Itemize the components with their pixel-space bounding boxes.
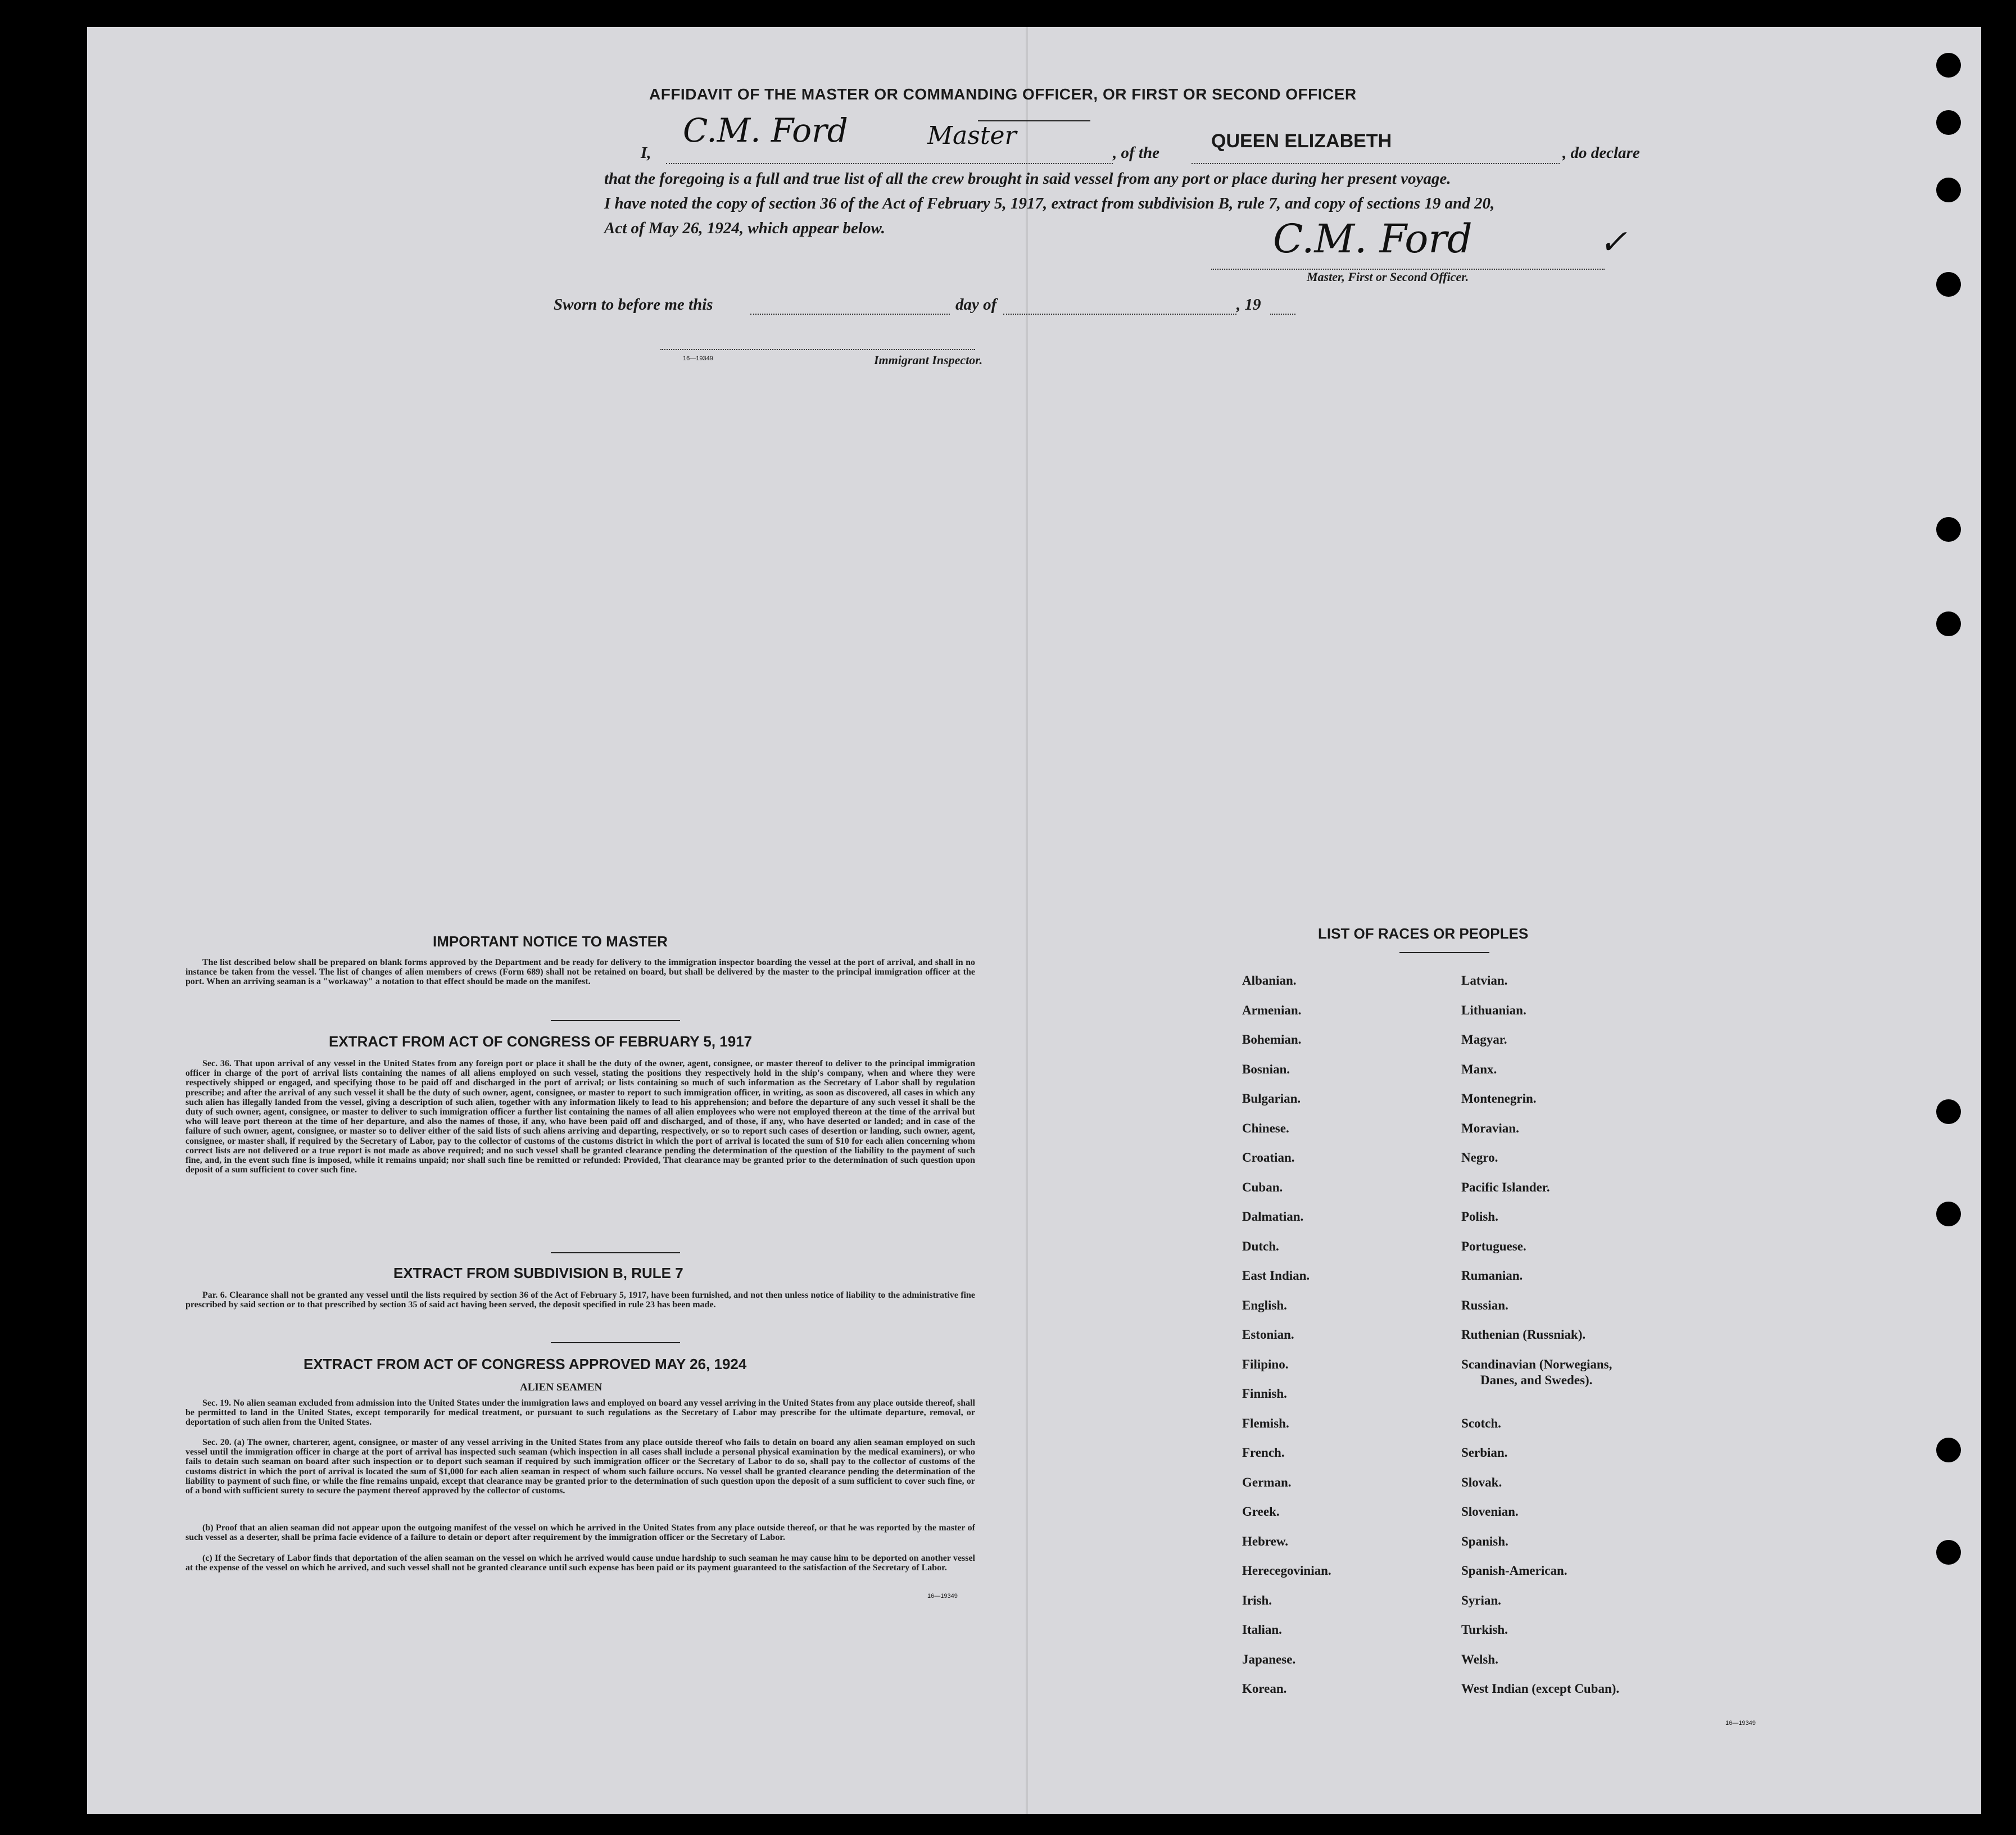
sec20b-body: (b) Proof that an alien seaman did not appear upon the outgoing manifest of the vessel on which he arrived in the United States from any place outside thereof, or that he was reported by the master of such vessel as a deserter, shall be prima facie evidence of a failure to detain or deport after requirement by the immigration officer or the Secretary of Labor. xyxy=(185,1523,975,1543)
race-item: Bosnian. xyxy=(1242,1062,1290,1076)
race-item: Scandinavian (Norwegians, xyxy=(1461,1357,1612,1371)
check-mark-icon: ✓ xyxy=(1599,223,1628,262)
race-item: Spanish. xyxy=(1461,1534,1508,1548)
sworn-month-line xyxy=(1003,314,1236,315)
rule7-rule xyxy=(551,1342,680,1343)
race-item: French. xyxy=(1242,1446,1285,1460)
ship-name: QUEEN ELIZABETH xyxy=(1211,130,1392,152)
notice-heading: IMPORTANT NOTICE TO MASTER xyxy=(433,933,668,950)
race-item: Herecegovinian. xyxy=(1242,1564,1331,1578)
race-item: Cuban. xyxy=(1242,1180,1283,1194)
extract-1917-heading: EXTRACT FROM ACT OF CONGRESS OF FEBRUARY 5, 1917 xyxy=(329,1033,753,1050)
punch-hole xyxy=(1936,272,1961,297)
race-item: Slovenian. xyxy=(1461,1505,1519,1519)
inspector-signature-line xyxy=(660,349,975,350)
race-item: Portuguese. xyxy=(1461,1239,1526,1253)
race-item: Latvian. xyxy=(1461,973,1508,987)
punch-hole xyxy=(1936,178,1961,202)
race-item: Rumanian. xyxy=(1461,1268,1523,1283)
affidavit-do-declare: , do declare xyxy=(1562,144,1640,162)
races-right-column xyxy=(1461,973,1619,1711)
race-item: Albanian. xyxy=(1242,973,1297,987)
sworn-label: Sworn to before me this xyxy=(554,296,713,314)
race-item: English. xyxy=(1242,1298,1287,1312)
extract-1924-heading: EXTRACT FROM ACT OF CONGRESS APPROVED MAY 26, 1924 xyxy=(303,1356,747,1372)
race-item: Syrian. xyxy=(1461,1593,1501,1607)
race-item: Magyar. xyxy=(1461,1032,1507,1046)
punch-hole xyxy=(1936,1540,1961,1565)
race-item: Negro. xyxy=(1461,1150,1498,1165)
race-item: Dalmatian. xyxy=(1242,1209,1304,1224)
notice-body: The list described below shall be prepared on blank forms approved by the Department and be ready for delivery to the immigration inspector boarding the vessel at the port of arrival, and shall in no instance be taken from the vessel. The list of changes of alien members of crews (Form 689) shall not be retained on board, but shall be delivered by the master to the principal immigration officer at the port. When an arriving seaman is a "workaway" a notation to that effect should be made on the manifest. xyxy=(185,958,975,987)
affidavit-line-4: Act of May 26, 1924, which appear below. xyxy=(604,219,885,237)
race-item: Moravian. xyxy=(1461,1121,1519,1135)
race-item: Slovak. xyxy=(1461,1475,1502,1489)
page-fold xyxy=(1026,27,1028,1814)
race-item: Scotch. xyxy=(1461,1416,1501,1430)
affidavit-line-2: that the foregoing is a full and true list of all the crew brought in said vessel from any port or place during her present voyage. xyxy=(604,170,1451,188)
alien-seamen-subheading: ALIEN SEAMEN xyxy=(520,1381,602,1393)
day-of-label: day of xyxy=(955,296,997,314)
races-heading: LIST OF RACES OR PEOPLES xyxy=(1318,925,1529,942)
handwritten-title-signature: Master xyxy=(927,121,1017,150)
race-item: Serbian. xyxy=(1461,1446,1508,1460)
year-prefix: , 19 xyxy=(1236,296,1261,314)
punch-hole xyxy=(1936,110,1961,135)
affidavit-i-prefix: I, xyxy=(641,144,651,162)
race-item: Croatian. xyxy=(1242,1150,1295,1165)
race-item: Hebrew. xyxy=(1242,1534,1288,1548)
punch-hole xyxy=(1936,53,1961,78)
extract-1917-rule xyxy=(551,1252,680,1253)
punch-hole xyxy=(1936,1202,1961,1226)
inspector-label: Immigrant Inspector. xyxy=(874,353,983,367)
sworn-year-line xyxy=(1270,314,1295,315)
extract-1924-form-number: 16—19349 xyxy=(927,1593,958,1600)
punch-hole xyxy=(1936,517,1961,542)
sec20a-body: Sec. 20. (a) The owner, charterer, agent, consignee, or master of any vessel arriving in the United States from any place outside thereof who fails to detain on board any alien seaman employed on such vessel until the immigration officer in charge at the port of arrival has inspected such seaman (which inspection in all cases shall include a personal physical examination by the medical examiners), or who fails to detain such seaman on board after such inspection or to deport such seaman if required by such immigration officer or the Secretary of Labor to do so, shall pay to the collector of customs of the customs district in which the port of arrival is located the sum of $1,000 for each alien seaman in respect of whom such failure occurs. No vessel shall be granted clearance pending the determination of the liability to payment of such fine, or while the fine remains unpaid, except that clearance may be granted prior to the determination of such question upon the deposit of a sum sufficient to cover such fine, or of a bond with sufficient surety to secure the payment thereof approved by the collector of customs. xyxy=(185,1438,975,1496)
affidavit-of-the: , of the xyxy=(1113,144,1159,162)
race-item: Italian. xyxy=(1242,1623,1282,1637)
sec19-body: Sec. 19. No alien seaman excluded from admission into the United States under the immigration laws and employed on board any vessel arriving in the United States from any place outside thereof, shall be permitted to land in the United States, except temporarily for medical treatment, or pursuant to such regulations as the Secretary of Labor may prescribe for the ultimate departure, removal, or deportation of such alien from the United States. xyxy=(185,1398,975,1428)
race-item: Manx. xyxy=(1461,1062,1497,1076)
race-item: Greek. xyxy=(1242,1505,1280,1519)
ship-field-line xyxy=(1192,163,1560,164)
punch-hole xyxy=(1936,611,1961,636)
master-signature: C.M. Ford xyxy=(1273,216,1473,262)
race-item: Ruthenian (Russniak). xyxy=(1461,1327,1586,1342)
races-form-number: 16—19349 xyxy=(1725,1720,1756,1727)
race-item: German. xyxy=(1242,1475,1292,1489)
race-item: Korean. xyxy=(1242,1682,1287,1696)
race-item: Flemish. xyxy=(1242,1416,1289,1430)
race-item: Welsh. xyxy=(1461,1652,1498,1666)
race-item: Spanish-American. xyxy=(1461,1564,1568,1578)
race-item: East Indian. xyxy=(1242,1268,1310,1283)
race-item: Estonian. xyxy=(1242,1327,1294,1342)
rule7-body: Par. 6. Clearance shall not be granted any vessel until the lists required by section 36 of the Act of February 5, 1917, have been furnished, and not then unless notice of liability to the administrative fine prescribed by said section or to that prescribed by section 35 of said act having been served, the deposit specified in rule 23 has been made. xyxy=(185,1290,975,1310)
name-field-line xyxy=(666,163,1113,164)
race-item: Turkish. xyxy=(1461,1623,1508,1637)
document-page xyxy=(87,27,1981,1814)
extract-1917-body: Sec. 36. That upon arrival of any vessel in the United States from any foreign port or place it shall be the duty of the owner, agent, consignee, or master thereof to deliver to the principal immigration officer in charge of the port of arrival lists containing the names of all aliens employed on such vessel, stating the positions they respectively hold in the ship's company, when and where they were respectively shipped or engaged, and specifying those to be paid off and discharged in the port of arrival; or lists containing so much of such information as the Secretary of Labor shall by regulation prescribe; and after the arrival of any such vessel it shall be the duty of such owner, agent, consignee, or master to report to such immigration officer, in writing, as soon as discovered, all cases in which any such alien has illegally landed from the vessel, giving a description of such alien, together with any information likely to lead to his apprehension; and before the departure of any such vessel it shall be the duty of such owner, agent, consignee, or master to deliver to such immigration officer a further list containing the names of all alien employees who were not employed thereon at the time of the arrival but who will leave port thereon at the time of her departure, and also the names of those, if any, who have been paid off and discharged, and of those, if any, who have deserted or landed; and in case of the failure of such owner, agent, consignee, or master so to deliver either of the said lists of such aliens arriving and departing, respectively, or so to report such cases of desertion or landing, such owner, agent, consignee, or master shall, if required by the Secretary of Labor, pay to the collector of customs of the customs district in which the port of arrival is located the sum of $10 for each alien concerning whom correct lists are not delivered or a true report is not made as above required; and no such vessel shall be granted clearance pending the determination of the question of the liability to the payment of such fine, and, in the event such fine is imposed, while it remains unpaid; nor shall such fine be remitted or refunded: Provided, That clearance may be granted prior to the determination of such question upon deposit of a sum sufficient to cover such fine. xyxy=(185,1059,975,1175)
races-left-column xyxy=(1242,973,1331,1711)
master-label: Master, First or Second Officer. xyxy=(1307,270,1469,284)
sworn-day-line xyxy=(750,314,950,315)
race-item: Armenian. xyxy=(1242,1003,1302,1017)
race-item: Bohemian. xyxy=(1242,1032,1302,1046)
races-rule xyxy=(1399,952,1489,953)
punch-hole xyxy=(1936,1099,1961,1124)
sec20c-body: (c) If the Secretary of Labor finds that deportation of the alien seaman on the vessel on which he arrived would cause undue hardship to such seaman he may cause him to be deported on another vessel at the expense of the vessel on which he arrived, and such vessel shall not be granted clearance until such expense has been paid or its payment guaranteed to the satisfaction of the Secretary of Labor. xyxy=(185,1553,975,1573)
race-item: Finnish. xyxy=(1242,1387,1287,1401)
affidavit-line-3: I have noted the copy of section 36 of the Act of February 5, 1917, extract from subdivision B, rule 7, and copy of sections 19 and 20, xyxy=(604,194,1495,212)
race-item: Russian. xyxy=(1461,1298,1508,1312)
race-item: Pacific Islander. xyxy=(1461,1180,1550,1194)
race-item: Lithuanian. xyxy=(1461,1003,1526,1017)
handwritten-name-signature: C.M. Ford xyxy=(683,111,848,149)
race-item: Danes, and Swedes). xyxy=(1480,1372,1593,1387)
rule7-heading: EXTRACT FROM SUBDIVISION B, RULE 7 xyxy=(393,1265,683,1281)
race-item: Bulgarian. xyxy=(1242,1091,1301,1105)
race-item: Chinese. xyxy=(1242,1121,1289,1135)
race-item: Dutch. xyxy=(1242,1239,1279,1253)
affidavit-heading: AFFIDAVIT OF THE MASTER OR COMMANDING OFFICER, OR FIRST OR SECOND OFFICER xyxy=(649,85,1357,103)
affidavit-form-number: 16—19349 xyxy=(683,355,713,362)
race-item: West Indian (except Cuban). xyxy=(1461,1682,1620,1696)
race-item: Montenegrin. xyxy=(1461,1091,1537,1105)
punch-hole xyxy=(1936,1438,1961,1462)
race-item: Filipino. xyxy=(1242,1357,1289,1371)
race-item: Polish. xyxy=(1461,1209,1498,1224)
race-item: Japanese. xyxy=(1242,1652,1296,1666)
race-item: Irish. xyxy=(1242,1593,1272,1607)
notice-rule xyxy=(551,1020,680,1021)
